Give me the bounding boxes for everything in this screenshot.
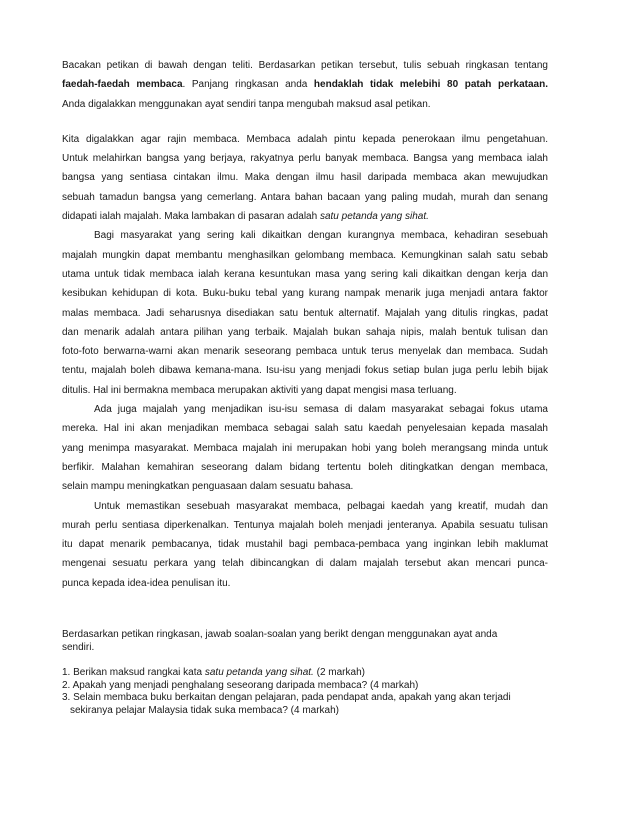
question-3: 3. Selain membaca buku berkaitan dengan pelajaran, pada pendapat anda, apakah yang akan terjadi xyxy=(62,692,511,704)
passage-line: itu dapat menarik pembacanya, tidak mustahil bagi pembaca-pembaca yang inginkan lebih maklumat xyxy=(62,539,548,551)
passage-paragraph-2 xyxy=(62,226,548,400)
passage xyxy=(62,130,548,593)
passage-line: utama untuk tidak membaca ialah kerana kesuntukan masa yang sering kali dikaitkan dengan kerja dan xyxy=(62,268,548,280)
passage-line: ditulis. Hal ini bermakna membaca merupakan aktiviti yang dapat mengisi masa terluang. xyxy=(62,384,457,396)
instruction-bold-topic: faedah-faedah membaca xyxy=(62,79,183,91)
passage-line: Bagi masyarakat yang sering kali dikaitkan dengan kurangnya membaca, kehadiran sesebuah xyxy=(94,230,548,242)
question-3-continuation: sekiranya pelajar Malaysia tidak suka membaca? (4 markah) xyxy=(70,704,340,716)
passage-text: didapati ialah majalah. Maka lambakan di pasaran adalah xyxy=(62,211,320,223)
passage-line: selain mampu meningkatkan penguasaan dalam sesuatu bahasa. xyxy=(62,481,354,493)
passage-line: murah perlu sentiasa diperkenalkan. Tentunya majalah boleh menjadi jenteranya. Apabila sesuatu tulisan xyxy=(62,519,548,531)
question-1-marks: (2 markah) xyxy=(313,667,365,679)
question-1 xyxy=(62,667,548,680)
passage-line xyxy=(62,207,548,226)
passage-line: dan menarik adalah antara pilihan yang terbaik. Majalah bukan sahaja nipis, malah bentuk tulisan dan xyxy=(62,326,548,338)
document-page xyxy=(62,60,548,717)
passage-italic-phrase: satu petanda yang sihat. xyxy=(319,211,429,223)
passage-line: tentu, majalah boleh dibawa kemana-mana. Isu-isu yang menjadi fokus setiap bulan juga perlu lebih bijak xyxy=(62,365,548,377)
instruction-line-3: Anda digalakkan menggunakan ayat sendiri tanpa mengubah maksud asal petikan. xyxy=(62,98,431,110)
questions-intro-line-1: Berdasarkan petikan ringkasan, jawab soalan-soalan yang berikt dengan menggunakan ayat anda xyxy=(62,629,498,641)
passage-paragraph-3 xyxy=(62,400,548,496)
question-1-italic-phrase: satu petanda yang sihat. xyxy=(204,667,314,679)
passage-line: Kita digalakkan agar rajin membaca. Membaca adalah pintu kepada penerokaan ilmu pengetahuan. xyxy=(62,133,548,145)
passage-line: malas membaca. Jadi seharusnya disediakan satu bentuk alternatif. Majalah yang ditulis ringkas, padat xyxy=(62,307,548,319)
passage-line: berfikir. Malahan kemahiran seseorang dalam bidang tertentu boleh ditingkatkan dengan membaca, xyxy=(62,461,548,473)
passage-line: Untuk memastikan sesebuah masyarakat membaca, pelbagai kaedah yang kreatif, mudah dan xyxy=(94,500,548,512)
passage-line: punca kepada idea-idea penulisan itu. xyxy=(62,577,231,589)
passage-line: bangsa yang sentiasa cintakan ilmu. Maka dengan ilmu hasil daripada membaca akan mewujudkan xyxy=(62,172,548,184)
question-1-text: 1. Berikan maksud rangkai kata xyxy=(62,667,205,679)
passage-line: mereka. Hal ini akan menjadikan membaca sebagai salah satu kaedah penyelesaian kepada masalah xyxy=(62,423,548,435)
questions-intro-line-2: sendiri. xyxy=(62,641,95,653)
instruction-line-1: Bacakan petikan di bawah dengan teliti. Berdasarkan petikan tersebut, tulis sebuah ringkasan tentang xyxy=(62,60,548,71)
passage-line: foto-foto berwarna-warni akan menarik seseorang pembaca untuk terus menyelak dan membaca. Sudah xyxy=(62,346,548,358)
instruction-line-2 xyxy=(62,75,548,94)
instruction-mid-text: . Panjang ringkasan anda xyxy=(182,79,314,91)
passage-line: sebuah tamadun bangsa yang cemerlang. Antara bahan bacaan yang paling mudah, murah dan senang xyxy=(62,191,548,203)
question-2: 2. Apakah yang menjadi penghalang seseorang daripada membaca? (4 markah) xyxy=(62,679,419,691)
passage-line: Untuk melahirkan bangsa yang berjaya, rakyatnya perlu banyak membaca. Bangsa yang membaca ialah xyxy=(62,153,548,165)
instruction-bold-limit: hendaklah tidak melebihi 80 patah perkataan. xyxy=(313,79,548,91)
passage-line: majalah mungkin dapat membantu menghasilkan gelombang membaca. Kemungkinan salah satu sebab xyxy=(62,249,548,261)
passage-line: kesibukan kehidupan di kota. Buku-buku tebal yang kurang nampak menarik juga menjadi antara faktor xyxy=(62,288,548,300)
instruction-block xyxy=(62,56,548,114)
passage-line: Ada juga majalah yang menjadikan isu-isu semasa di dalam masyarakat sebagai fokus utama xyxy=(94,404,548,416)
passage-paragraph-4 xyxy=(62,497,548,593)
passage-line: mengenai sesuatu perkara yang telah dibincangkan di dalam majalah tersebut akan mencari punca- xyxy=(62,558,548,570)
passage-line: yang menimpa masyarakat. Membaca majalah ini merupakan hobi yang boleh merangsang minda untuk xyxy=(62,442,548,454)
questions-block xyxy=(62,629,548,717)
passage-paragraph-1 xyxy=(62,130,548,226)
